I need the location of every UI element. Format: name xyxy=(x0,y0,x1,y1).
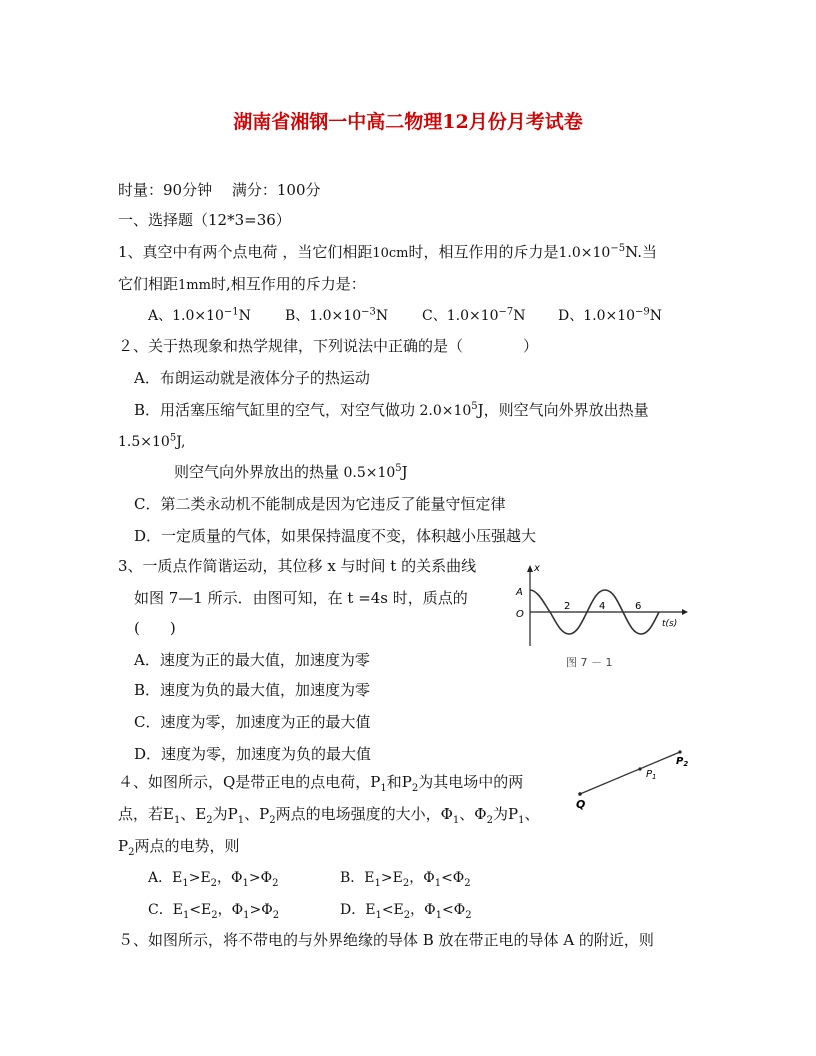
q3-option-c: C．速度为零，加速度为正的最大值 xyxy=(134,713,371,731)
q1-text: 1mm xyxy=(178,278,211,293)
q3-option-b: B．速度为负的最大值，加速度为零 xyxy=(134,681,371,699)
q4-option-b: B．$E_1>E_2$，$\Phi_1<\Phi_2$ xyxy=(340,870,471,889)
q1-text: 10cm xyxy=(372,246,409,261)
amplitude-label: A xyxy=(516,587,523,598)
q2-option-c: C．第二类永动机不能制成是因为它违反了能量守恒定律 xyxy=(134,495,506,513)
tick-label: 6 xyxy=(635,601,642,612)
figure-point-charge-field-line xyxy=(572,742,696,812)
section-heading: 一、选择题（12*3=36） xyxy=(118,211,291,229)
exam-time: 时量：90分钟 xyxy=(118,181,213,199)
q4-option-a: A．$E_1>E_2$，$\Phi_1>\Phi_2$ xyxy=(148,870,279,889)
q1-text: 时，相互作用的斥力是 xyxy=(408,243,559,261)
exam-info xyxy=(118,180,321,200)
q1-text: 1.0×10 xyxy=(558,245,611,261)
question-2-stem: ２、关于热现象和热学规律，下列说法中正确的是（ ） xyxy=(118,337,539,355)
q3-option-a: A．速度为正的最大值，加速度为零 xyxy=(134,651,370,669)
point-p2 xyxy=(678,750,681,753)
question-3-stem-1: 3、一质点作简谐运动，其位移 x 与时间 t 的关系曲线 xyxy=(118,557,477,575)
question-4-line-1: ４、如图所示，Q是带正电的点电荷，$P_1$和$P_2$为其电场中的两 xyxy=(118,773,524,794)
point-q xyxy=(578,792,582,796)
q1-option-d: D、$1.0\times 10^{-9}N$ xyxy=(558,306,663,324)
q2-option-b-note: 则空气向外界放出的热量 $0.5\times 10^5J$ xyxy=(174,463,408,481)
tick-label: 2 xyxy=(564,601,571,612)
field-line xyxy=(580,752,680,794)
question-5-stem: ５、如图所示，将不带电的与外界绝缘的导体 B 放在带正电的导体 A 的附近，则 xyxy=(118,931,654,949)
exam-score: 满分：100分 xyxy=(231,181,321,199)
x-axis-label: x xyxy=(534,563,540,574)
question-1-line-1 xyxy=(118,242,657,264)
q4-option-d: D．$E_1<E_2$，$\Phi_1<\Phi_2$ xyxy=(340,902,472,921)
figure-caption: 图 7 － 1 xyxy=(566,656,613,669)
q1-option-b: B、$1.0\times 10^{-3}N$ xyxy=(285,306,389,324)
q2-option-b: B．用活塞压缩气缸里的空气，对空气做功 $2.0\times 10^5J$，则空气向外界放出热量 xyxy=(134,401,649,419)
q1-exponent: −5 xyxy=(610,243,626,254)
q4-option-c: C．$E_1<E_2$，$\Phi_1>\Phi_2$ xyxy=(148,902,280,921)
question-3-stem-2: 如图 7—1 所示．由图可知，在 t =4s 时，质点的 xyxy=(134,589,468,607)
t-axis-arrow xyxy=(682,609,688,615)
q3-option-d: D．速度为零，加速度为负的最大值 xyxy=(134,745,372,763)
q1-text: 时,相互作用的斥力是： xyxy=(210,275,366,293)
question-4-line-2: 点，若$E_1$、$E_2$为$P_1$、$P_2$两点的电场强度的大小，$\Phi_1$、$\Phi_2$为$P_1$、 xyxy=(118,805,540,826)
figure-7-1-oscillation-graph xyxy=(508,560,688,672)
x-axis-arrow xyxy=(527,565,533,572)
label-p2: $P_2$ xyxy=(676,756,689,768)
question-4-line-3: $P_2$两点的电势，则 xyxy=(118,837,240,858)
q1-text: 1、真空中有两个点电荷 ，当它们相距 xyxy=(118,243,373,261)
q1-option-c: C、$1.0\times 10^{-7}N$ xyxy=(422,306,526,324)
q2-option-b-cont: $1.5\times 10^5J$, xyxy=(118,432,186,450)
q1-option-a: A、$1.0\times 10^{-1}N$ xyxy=(148,306,251,324)
label-p1: $P_1$ xyxy=(646,769,657,781)
question-3-answer-blank: ( ) xyxy=(134,619,176,637)
q1-text: 它们相距 xyxy=(118,275,179,293)
q2-option-d: D．一定质量的气体，如果保持温度不变，体积越小压强越大 xyxy=(134,527,537,545)
label-q: Q xyxy=(576,798,586,811)
t-axis-label: t(s) xyxy=(662,619,678,629)
q1-text: N.当 xyxy=(625,243,657,261)
tick-label: 4 xyxy=(599,601,606,612)
question-1-line-2 xyxy=(118,274,366,296)
point-p1 xyxy=(638,767,641,770)
page-title: 湖南省湘钢一中高二物理12月份月考试卷 xyxy=(233,111,583,133)
q2-option-a: A．布朗运动就是液体分子的热运动 xyxy=(134,369,370,387)
origin-label: O xyxy=(516,609,524,620)
